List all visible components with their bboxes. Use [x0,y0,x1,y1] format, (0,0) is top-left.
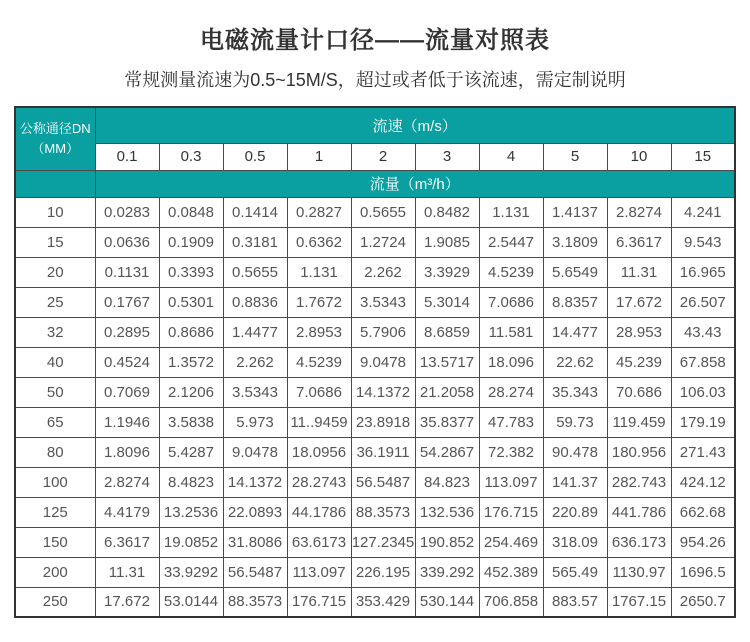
flow-value: 0.5301 [159,287,223,317]
table-row [15,377,735,407]
flow-value: 18.096 [479,347,543,377]
flow-value: 53.0144 [159,587,223,617]
corner-header-dn [15,107,95,170]
flow-group-header: 流量（m³/h） [95,170,735,197]
flow-value: 0.3181 [223,227,287,257]
flow-value: 44.1786 [287,497,351,527]
flow-value: 662.68 [671,497,735,527]
dn-value: 100 [15,467,95,497]
flow-value: 28.953 [607,317,671,347]
flow-value: 4.5239 [479,257,543,287]
flow-value: 0.6362 [287,227,351,257]
flow-value: 13.2536 [159,497,223,527]
dn-value: 65 [15,407,95,437]
corner-header-line2: （MM） [31,140,80,156]
velocity-value: 4 [479,143,543,170]
flow-value: 54.2867 [415,437,479,467]
flow-value: 72.382 [479,437,543,467]
velocity-group-header: 流速（m/s） [95,107,735,143]
velocity-value: 10 [607,143,671,170]
flow-value: 8.8357 [543,287,607,317]
flow-value: 176.715 [287,587,351,617]
table-row [15,587,735,617]
dn-value: 80 [15,437,95,467]
flow-value: 16.965 [671,257,735,287]
flow-value: 35.8377 [415,407,479,437]
flow-value: 3.5838 [159,407,223,437]
flow-value: 2650.7 [671,587,735,617]
table-row [15,257,735,287]
flow-value: 1.9085 [415,227,479,257]
flow-value: 1.4477 [223,317,287,347]
flow-value: 63.6173 [287,527,351,557]
flow-value: 6.3617 [607,227,671,257]
flow-value: 424.12 [671,467,735,497]
flow-value: 190.852 [415,527,479,557]
flow-value: 1.7672 [287,287,351,317]
flow-value: 1767.15 [607,587,671,617]
flow-value: 45.239 [607,347,671,377]
table-row [15,227,735,257]
flow-value: 90.478 [543,437,607,467]
flow-value: 8.4823 [159,467,223,497]
flow-value: 1696.5 [671,557,735,587]
table-row [15,467,735,497]
dn-value: 200 [15,557,95,587]
flow-value: 0.5655 [223,257,287,287]
page-subtitle: 常规测量流速为0.5~15M/S，超过或者低于该流速，需定制说明 [124,70,626,90]
flow-value: 226.195 [351,557,415,587]
flow-value: 1.131 [479,197,543,227]
flow-value: 5.3014 [415,287,479,317]
flow-value: 3.5343 [223,377,287,407]
flow-value: 0.5655 [351,197,415,227]
flow-value: 47.783 [479,407,543,437]
flow-value: 70.686 [607,377,671,407]
flow-value: 22.62 [543,347,607,377]
flow-value: 1.2724 [351,227,415,257]
flow-value: 28.2743 [287,467,351,497]
flow-value: 1.1946 [95,407,159,437]
velocity-value: 0.5 [223,143,287,170]
flow-value: 17.672 [607,287,671,317]
flow-value: 7.0686 [287,377,351,407]
velocity-value: 1 [287,143,351,170]
flow-value: 11.581 [479,317,543,347]
flow-value: 28.274 [479,377,543,407]
flow-value: 67.858 [671,347,735,377]
flow-value: 1130.97 [607,557,671,587]
flow-value: 22.0893 [223,497,287,527]
flow-value: 43.43 [671,317,735,347]
flow-value: 220.89 [543,497,607,527]
velocity-value: 0.3 [159,143,223,170]
flow-value: 6.3617 [95,527,159,557]
velocity-value: 3 [415,143,479,170]
table-row [15,407,735,437]
flow-value: 2.8274 [95,467,159,497]
table-row [15,287,735,317]
flow-value: 26.507 [671,287,735,317]
flow-value: 5.6549 [543,257,607,287]
flow-value: 353.429 [351,587,415,617]
flow-value: 565.49 [543,557,607,587]
flow-value: 1.4137 [543,197,607,227]
flow-value: 56.5487 [351,467,415,497]
flow-value: 113.097 [479,467,543,497]
flow-value: 14.1372 [351,377,415,407]
flow-value: 113.097 [287,557,351,587]
velocity-group-row [15,107,735,143]
flow-value: 0.0636 [95,227,159,257]
flow-value: 84.823 [415,467,479,497]
flow-value: 141.37 [543,467,607,497]
flow-value: 441.786 [607,497,671,527]
flow-value: 954.26 [671,527,735,557]
flow-value: 88.3573 [223,587,287,617]
flow-value: 88.3573 [351,497,415,527]
flow-value: 530.144 [415,587,479,617]
dn-value: 25 [15,287,95,317]
flow-value: 132.536 [415,497,479,527]
flow-value: 271.43 [671,437,735,467]
dn-value: 15 [15,227,95,257]
dn-value: 40 [15,347,95,377]
flow-value: 14.1372 [223,467,287,497]
dn-value: 50 [15,377,95,407]
flow-value: 17.672 [95,587,159,617]
dn-value: 10 [15,197,95,227]
flow-value: 282.743 [607,467,671,497]
flow-value: 11..9459 [287,407,351,437]
flow-comparison-table [14,106,736,618]
flow-value: 636.173 [607,527,671,557]
corner-empty-cell [15,170,95,197]
page-title: 电磁流量计口径——流量对照表 [200,27,550,54]
flow-value: 0.2895 [95,317,159,347]
flow-value: 119.459 [607,407,671,437]
flow-value: 35.343 [543,377,607,407]
table-row [15,557,735,587]
flow-value: 3.5343 [351,287,415,317]
flow-value: 706.858 [479,587,543,617]
flow-value: 0.4524 [95,347,159,377]
flow-value: 0.3393 [159,257,223,287]
flow-value: 339.292 [415,557,479,587]
flow-value: 4.5239 [287,347,351,377]
flow-value: 0.1414 [223,197,287,227]
dn-value: 150 [15,527,95,557]
flow-value: 0.8482 [415,197,479,227]
flow-value: 318.09 [543,527,607,557]
flow-value: 9.543 [671,227,735,257]
flow-value: 127.2345 [351,527,415,557]
flow-value: 452.389 [479,557,543,587]
flow-value: 2.5447 [479,227,543,257]
flow-value: 11.31 [95,557,159,587]
table-row [15,317,735,347]
flow-value: 179.19 [671,407,735,437]
flow-value: 5.7906 [351,317,415,347]
flow-value: 3.3929 [415,257,479,287]
flow-value: 1.131 [287,257,351,287]
flow-value: 0.1131 [95,257,159,287]
flow-value: 14.477 [543,317,607,347]
flow-value: 2.8274 [607,197,671,227]
flow-value: 31.8086 [223,527,287,557]
table-row [15,497,735,527]
flow-value: 176.715 [479,497,543,527]
flow-value: 5.973 [223,407,287,437]
flow-value: 2.262 [351,257,415,287]
corner-header-line1: 公称通径DN [19,120,91,136]
flow-value: 7.0686 [479,287,543,317]
flow-value: 883.57 [543,587,607,617]
flow-value: 2.8953 [287,317,351,347]
dn-value: 20 [15,257,95,287]
table-row [15,347,735,377]
flow-value: 19.0852 [159,527,223,557]
flow-value: 0.1767 [95,287,159,317]
flow-value: 56.5487 [223,557,287,587]
flow-unit-row [15,170,735,197]
velocity-value: 0.1 [95,143,159,170]
velocity-value: 5 [543,143,607,170]
flow-value: 180.956 [607,437,671,467]
velocity-values-row [15,143,735,170]
flow-value: 33.9292 [159,557,223,587]
flow-value: 18.0956 [287,437,351,467]
flow-value: 9.0478 [223,437,287,467]
flow-value: 0.1909 [159,227,223,257]
flow-value: 1.8096 [95,437,159,467]
flow-value: 0.8686 [159,317,223,347]
flow-value: 0.0283 [95,197,159,227]
flow-value: 9.0478 [351,347,415,377]
velocity-value: 2 [351,143,415,170]
flow-value: 3.1809 [543,227,607,257]
flow-value: 36.1911 [351,437,415,467]
table-row [15,437,735,467]
dn-value: 250 [15,587,95,617]
flow-value: 5.4287 [159,437,223,467]
flow-value: 59.73 [543,407,607,437]
flow-value: 13.5717 [415,347,479,377]
velocity-value: 15 [671,143,735,170]
flow-value: 8.6859 [415,317,479,347]
flow-value: 2.1206 [159,377,223,407]
flow-value: 106.03 [671,377,735,407]
flow-value: 0.0848 [159,197,223,227]
flow-value: 2.262 [223,347,287,377]
flow-value: 1.3572 [159,347,223,377]
table-row [15,197,735,227]
dn-value: 32 [15,317,95,347]
dn-value: 125 [15,497,95,527]
flow-value: 23.8918 [351,407,415,437]
table-row [15,527,735,557]
flow-value: 4.241 [671,197,735,227]
flow-value: 254.469 [479,527,543,557]
flow-value: 0.2827 [287,197,351,227]
flow-value: 0.8836 [223,287,287,317]
flow-value: 11.31 [607,257,671,287]
flow-value: 4.4179 [95,497,159,527]
flow-value: 0.7069 [95,377,159,407]
flow-value: 21.2058 [415,377,479,407]
